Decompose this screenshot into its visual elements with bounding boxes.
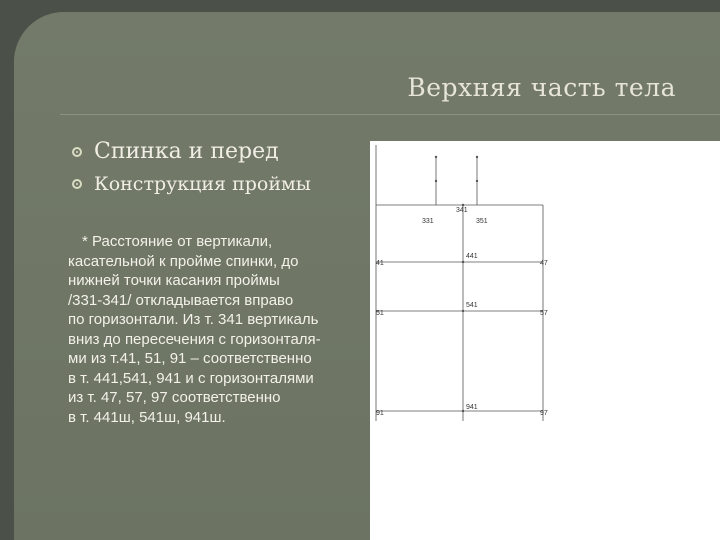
note-line: вниз до пересечения с горизонталя- bbox=[68, 330, 321, 348]
label-51: 51 bbox=[376, 310, 384, 317]
note-line: касательной к пройме спинки, до bbox=[68, 252, 299, 270]
slide-title: Верхняя часть тела bbox=[407, 73, 676, 102]
label-47: 47 bbox=[540, 260, 548, 267]
note-line: * Расстояние от вертикали, bbox=[82, 233, 273, 250]
bullet-label: Конструкция проймы bbox=[94, 173, 311, 195]
label-941: 941 bbox=[466, 404, 478, 411]
bullet-item-armhole bbox=[72, 173, 311, 195]
label-441: 441 bbox=[466, 253, 478, 260]
note-line: по горизонтали. Из т. 341 вертикаль bbox=[68, 311, 319, 328]
note-line: из т. 47, 57, 97 соответственно bbox=[68, 389, 281, 406]
title-divider bbox=[60, 114, 720, 115]
label-341: 341 bbox=[456, 207, 468, 214]
explanation-text bbox=[68, 232, 388, 427]
bullet-label: Спинка и перед bbox=[94, 139, 279, 164]
label-57: 57 bbox=[540, 310, 548, 317]
bullet-circle-icon bbox=[72, 147, 82, 157]
label-97: 97 bbox=[540, 410, 548, 417]
note-line: /331-341/ откладывается вправо bbox=[68, 291, 294, 309]
pattern-drawing bbox=[370, 141, 720, 540]
note-line: в т. 441ш, 541ш, 941ш. bbox=[68, 408, 226, 426]
label-331: 331 bbox=[422, 218, 434, 225]
note-line: нижней точки касания проймы bbox=[68, 272, 280, 289]
label-91: 91 bbox=[376, 410, 384, 417]
label-541: 541 bbox=[466, 302, 478, 309]
note-line: ми из т.41, 51, 91 – соответственно bbox=[68, 350, 312, 367]
label-351: 351 bbox=[476, 218, 488, 225]
bullet-circle-icon bbox=[72, 179, 82, 189]
pattern-diagram-svg bbox=[370, 141, 720, 540]
bullet-item-back-front bbox=[72, 139, 279, 164]
label-41: 41 bbox=[376, 260, 384, 267]
note-line: в т. 441,541, 941 и с горизонталями bbox=[68, 369, 314, 387]
